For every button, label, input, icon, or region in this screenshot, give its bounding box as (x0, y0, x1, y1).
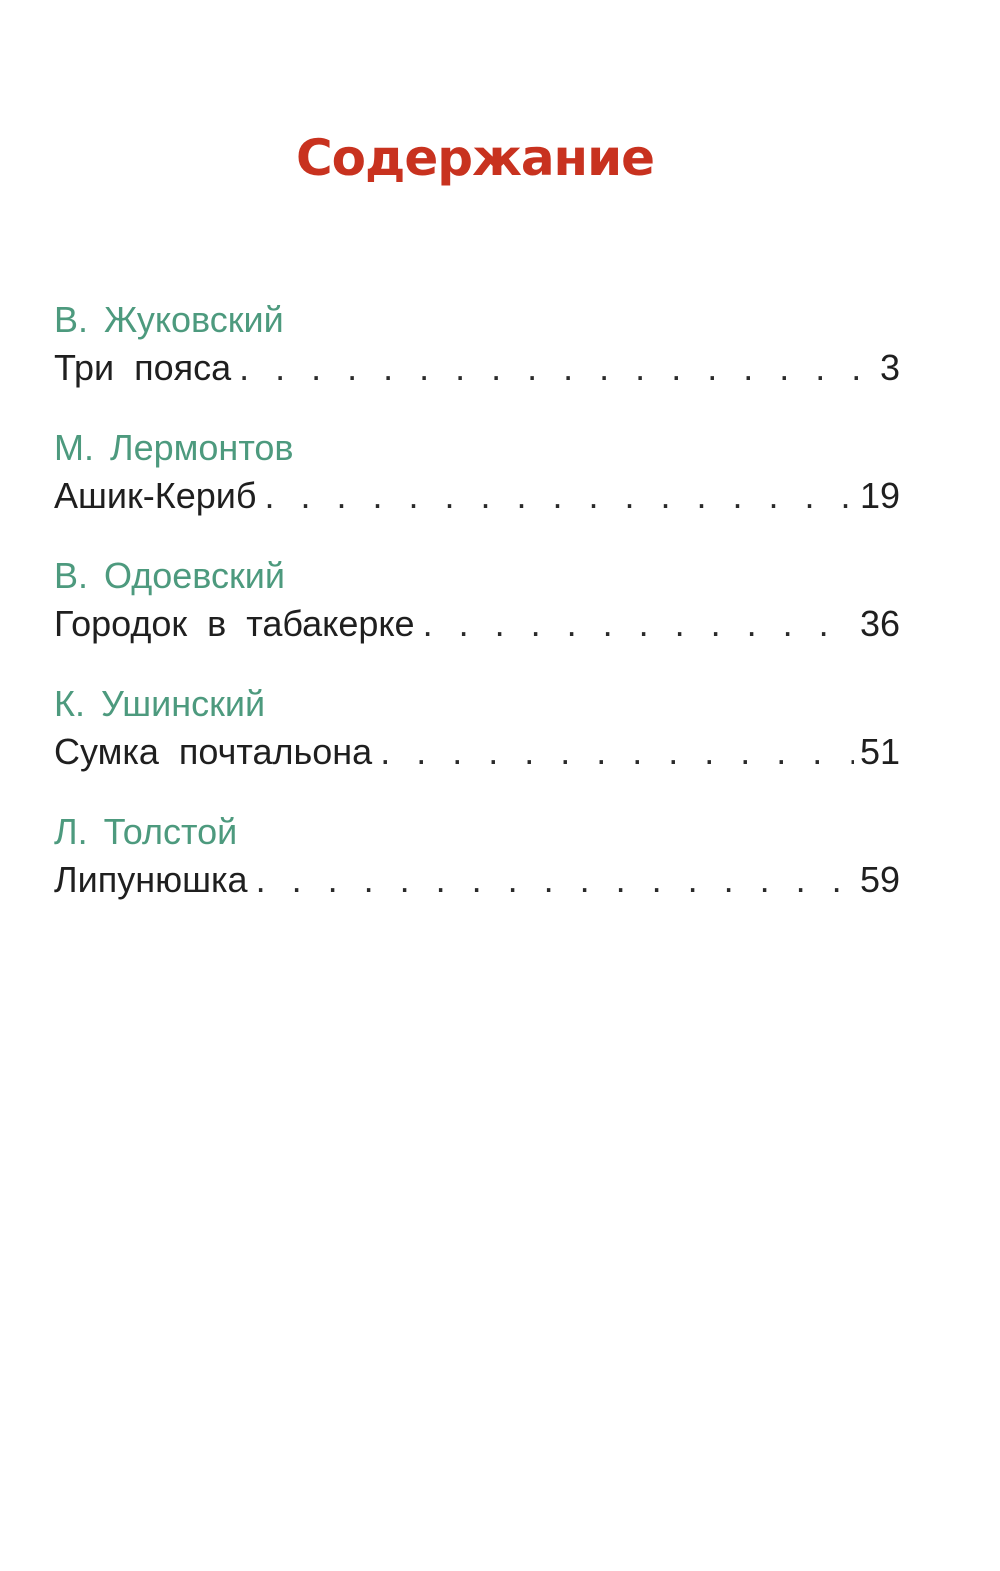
entry-title: Три пояса (54, 347, 232, 388)
entry-title: Городок в табакерке (54, 603, 415, 644)
toc-section-tolstoy (54, 805, 900, 933)
page-number: 3 (879, 347, 900, 388)
author-name: В. Одоевский (54, 555, 285, 596)
dot-leader (239, 345, 874, 391)
toc-section-ushinsky (54, 677, 900, 805)
entry-title: Сумка почтальона (54, 731, 373, 772)
table-of-contents (54, 293, 900, 933)
toc-entry[interactable] (54, 857, 900, 903)
toc-entry[interactable] (54, 601, 900, 647)
toc-section-zhukovsky (54, 293, 900, 421)
dot-leader (256, 857, 854, 903)
toc-entry[interactable] (54, 473, 900, 519)
entry-title: Ашик-Кериб (54, 475, 257, 516)
author-name: М. Лермонтов (54, 427, 294, 468)
page-number: 36 (859, 603, 900, 644)
dot-leader (380, 729, 854, 775)
page-title: Содержание (295, 129, 655, 187)
toc-entry[interactable] (54, 345, 900, 391)
toc-section-odoevsky (54, 549, 900, 677)
author-name: Л. Толстой (54, 811, 238, 852)
page-number: 19 (859, 475, 900, 516)
dot-leader (264, 473, 853, 519)
author-name: В. Жуковский (54, 299, 284, 340)
entry-title: Липунюшка (54, 859, 248, 900)
toc-entry[interactable] (54, 729, 900, 775)
dot-leader (423, 601, 854, 647)
page-number: 59 (859, 859, 900, 900)
page-number: 51 (859, 731, 900, 772)
author-name: К. Ушинский (54, 683, 266, 724)
toc-section-lermontov (54, 421, 900, 549)
